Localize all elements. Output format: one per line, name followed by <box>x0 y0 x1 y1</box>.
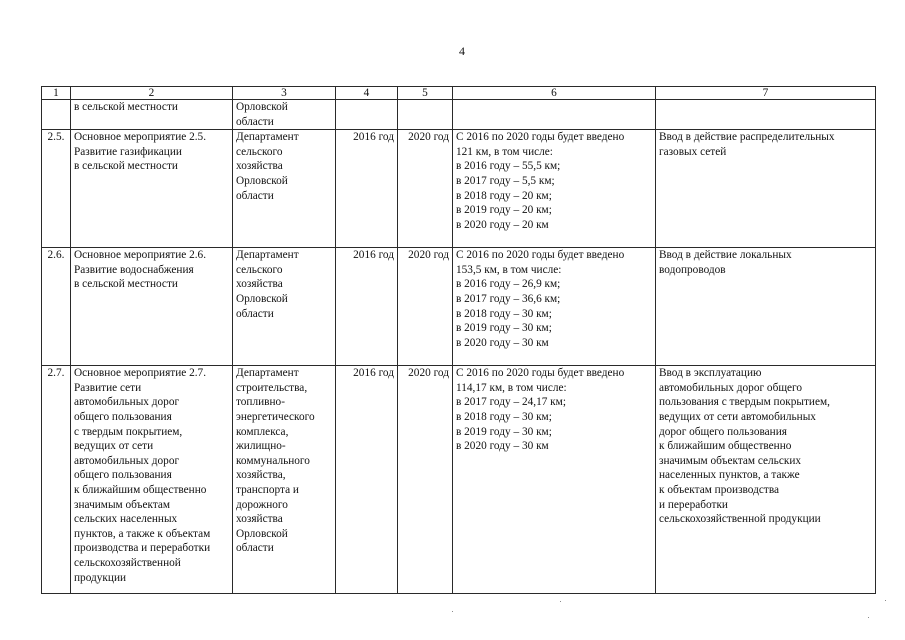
end-year: 2020 год <box>398 366 453 594</box>
column-header: 2 <box>71 87 233 100</box>
column-header: 3 <box>233 87 336 100</box>
executor: Департамент строительства, топливно- энергетического комплекса, жилищно- коммунального хозяйства, транспорта и дорожного хозяйства Орловской области <box>233 366 336 594</box>
column-header: 7 <box>656 87 876 100</box>
row-number <box>42 100 71 130</box>
row-number: 2.5. <box>42 130 71 248</box>
indicators: С 2016 по 2020 годы будет введено 153,5 км, в том числе: в 2016 году – 26,9 км; в 2017 году – 36,6 км; в 2018 году – 30 км; в 2019 году – 30 км; в 2020 году – 30 км <box>453 248 656 366</box>
expected-result <box>656 100 876 130</box>
event-name: Основное мероприятие 2.6. Развитие водоснабжения в сельской местности <box>71 248 233 366</box>
program-events-table <box>41 86 876 594</box>
row-number: 2.6. <box>42 248 71 366</box>
table-row <box>42 130 876 248</box>
scan-speck <box>452 611 453 612</box>
executor: Департамент сельского хозяйства Орловской области <box>233 248 336 366</box>
expected-result: Ввод в действие локальных водопроводов <box>656 248 876 366</box>
start-year: 2016 год <box>336 130 398 248</box>
table-row <box>42 100 876 130</box>
end-year <box>398 100 453 130</box>
indicators: С 2016 по 2020 годы будет введено 114,17 км, в том числе: в 2017 году – 24,17 км; в 2018 году – 30 км; в 2019 году – 30 км; в 2020 году – 30 км <box>453 366 656 594</box>
column-header: 5 <box>398 87 453 100</box>
scan-speck <box>868 617 869 618</box>
executor: Орловской области <box>233 100 336 130</box>
event-name: Основное мероприятие 2.7. Развитие сети автомобильных дорог общего пользования с твердым покрытием, ведущих от сети автомобильных дорог общего пользования к ближайшим общественно значимым объектам сельских населенных пунктов, а также к объектам производства и переработки сельскохозяйственной продукции <box>71 366 233 594</box>
indicators <box>453 100 656 130</box>
indicators: С 2016 по 2020 годы будет введено 121 км, в том числе: в 2016 году – 55,5 км; в 2017 году – 5,5 км; в 2018 году – 20 км; в 2019 году – 20 км; в 2020 году – 20 км <box>453 130 656 248</box>
executor: Департамент сельского хозяйства Орловской области <box>233 130 336 248</box>
row-number: 2.7. <box>42 366 71 594</box>
scan-speck <box>560 601 561 602</box>
expected-result: Ввод в действие распределительных газовых сетей <box>656 130 876 248</box>
end-year: 2020 год <box>398 130 453 248</box>
start-year: 2016 год <box>336 366 398 594</box>
scan-speck <box>885 600 886 601</box>
start-year <box>336 100 398 130</box>
expected-result: Ввод в эксплуатацию автомобильных дорог общего пользования с твердым покрытием, ведущих от сети автомобильных дорог общего пользования к ближайшим общественно значимым объектам сельских населенных пунктов, а также к объектам производства и переработки сельскохозяйственной продукции <box>656 366 876 594</box>
table-row <box>42 366 876 594</box>
start-year: 2016 год <box>336 248 398 366</box>
end-year: 2020 год <box>398 248 453 366</box>
column-header: 6 <box>453 87 656 100</box>
event-name: Основное мероприятие 2.5. Развитие газификации в сельской местности <box>71 130 233 248</box>
column-header: 1 <box>42 87 71 100</box>
table-row <box>42 248 876 366</box>
page-number: 4 <box>459 44 465 58</box>
column-numbers-row <box>42 87 876 100</box>
event-name: в сельской местности <box>71 100 233 130</box>
column-header: 4 <box>336 87 398 100</box>
